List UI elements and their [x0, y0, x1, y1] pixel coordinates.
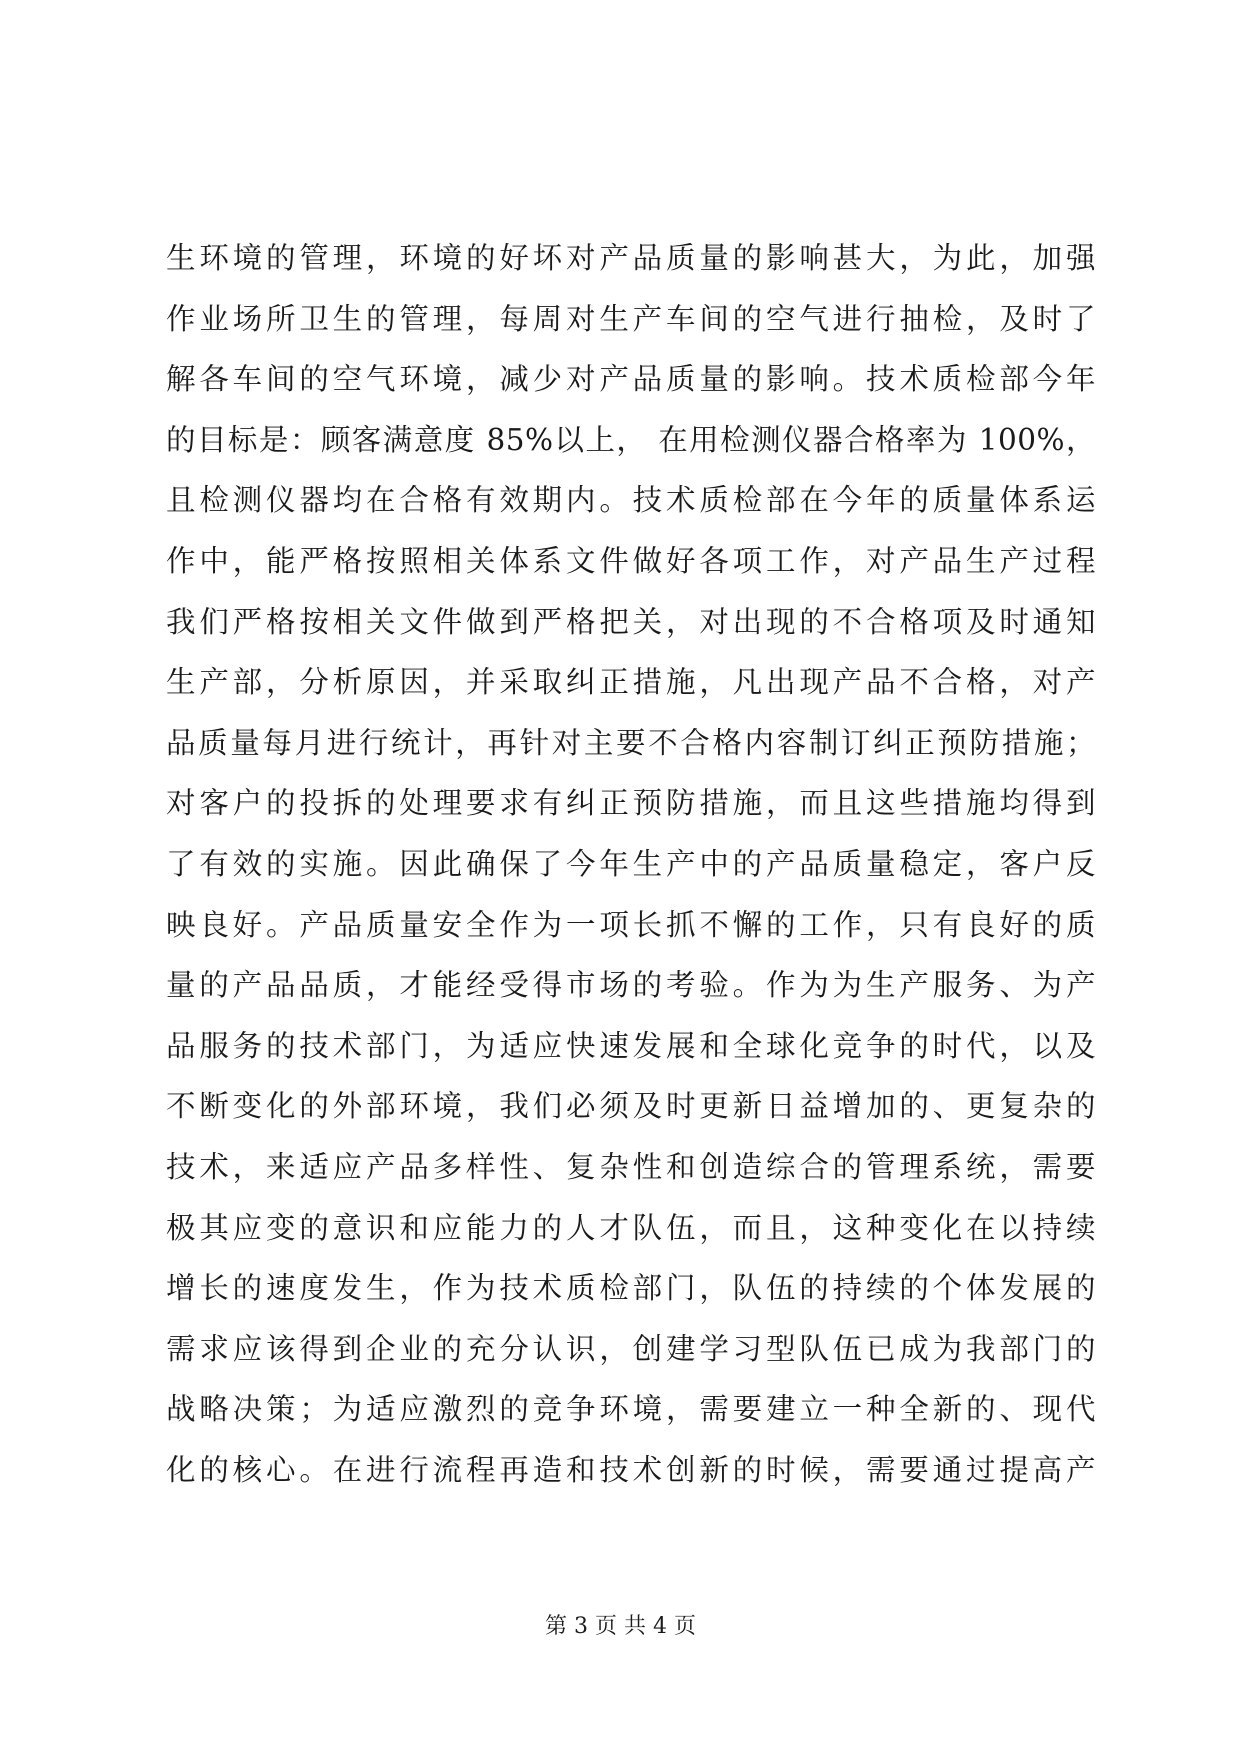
text-line: 对客户的投拆的处理要求有纠正预防措施，而且这些措施均得到	[166, 786, 1096, 821]
text-line: 作中，能严格按照相关体系文件做好各项工作，对产品生产过程	[166, 543, 1096, 578]
page-footer	[0, 1612, 1241, 1642]
text-line: 的目标是：顾客满意度 85%以上， 在用检测仪器合格率为 100%，	[166, 422, 1096, 457]
text-line: 化的核心。在进行流程再造和技术创新的时候，需要通过提高产	[166, 1452, 1096, 1487]
text-line: 了有效的实施。因此确保了今年生产中的产品质量稳定，客户反	[166, 846, 1096, 881]
text-line: 生环境的管理，环境的好坏对产品质量的影响甚大，为此，加强	[166, 241, 1096, 275]
text-line: 极其应变的意识和应能力的人才队伍，而且，这种变化在以持续	[166, 1210, 1096, 1245]
text-line: 不断变化的外部环境，我们必须及时更新日益增加的、更复杂的	[166, 1089, 1096, 1124]
text-line: 且检测仪器均在合格有效期内。技术质检部在今年的质量体系运	[166, 483, 1096, 518]
page-number-label: 第 3 页 共 4 页	[545, 1614, 696, 1639]
text-line: 作业场所卫生的管理，每周对生产车间的空气进行抽检，及时了	[166, 301, 1096, 336]
text-line: 品服务的技术部门，为适应快速发展和全球化竞争的时代，以及	[166, 1028, 1096, 1063]
body-text	[166, 228, 1096, 1500]
text-line: 需求应该得到企业的充分认识，创建学习型队伍已成为我部门的	[166, 1331, 1096, 1366]
text-line: 解各车间的空气环境，减少对产品质量的影响。技术质检部今年	[166, 362, 1096, 397]
text-line: 我们严格按相关文件做到严格把关，对出现的不合格项及时通知	[166, 604, 1096, 639]
text-line: 增长的速度发生，作为技术质检部门，队伍的持续的个体发展的	[166, 1271, 1096, 1306]
text-line: 生产部，分析原因，并采取纠正措施，凡出现产品不合格，对产	[166, 665, 1096, 700]
text-line: 品质量每月进行统计，再针对主要不合格内容制订纠正预防措施；	[166, 725, 1096, 760]
text-line: 战略决策；为适应激烈的竞争环境，需要建立一种全新的、现代	[166, 1392, 1096, 1427]
text-line: 量的产品品质，才能经受得市场的考验。作为为生产服务、为产	[166, 968, 1096, 1003]
text-line: 映良好。产品质量安全作为一项长抓不懈的工作，只有良好的质	[166, 907, 1096, 942]
text-line: 技术，来适应产品多样性、复杂性和创造综合的管理系统，需要	[166, 1149, 1096, 1184]
